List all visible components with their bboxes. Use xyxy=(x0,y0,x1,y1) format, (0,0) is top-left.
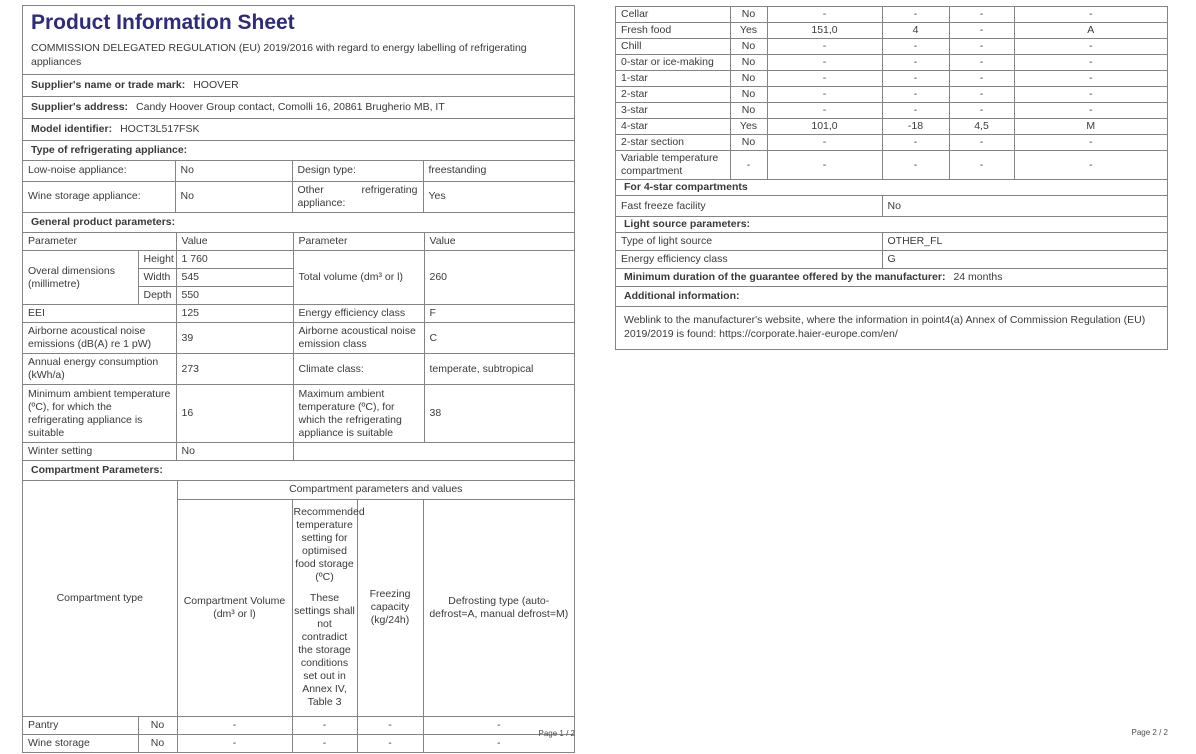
compartment-freezing-cell: 4,5 xyxy=(949,119,1014,135)
compartment-temp-cell: - xyxy=(882,7,949,23)
min-ambient-temp-label: Minimum ambient temperature (ºC), for which the refrigerating appliance is suitable xyxy=(23,385,176,443)
compartment-present-cell: No xyxy=(730,7,767,23)
compartment-defrost-cell: - xyxy=(1014,103,1167,119)
type-of-appliance-table xyxy=(23,161,574,212)
compartment-type-header: Compartment type xyxy=(23,481,177,716)
light-energy-class-value: G xyxy=(882,251,1167,269)
compartment-temp-cell: -18 xyxy=(882,119,949,135)
compartment-volume-cell: - xyxy=(767,55,882,71)
wine-storage-appliance-label: Wine storage appliance: xyxy=(23,181,175,212)
compartment-defrost-cell: - xyxy=(1014,151,1167,180)
noise-emissions-value: 39 xyxy=(176,323,293,354)
section-four-star-compartments: For 4-star compartments xyxy=(616,180,1167,196)
page-title: Product Information Sheet xyxy=(31,11,295,34)
annual-energy-value: 273 xyxy=(176,354,293,385)
compartment-temp-cell: 4 xyxy=(882,23,949,39)
width-label: Width xyxy=(138,269,176,287)
compartment-temp-cell: - xyxy=(882,39,949,55)
defrosting-type-header: Defrosting type (auto-defrost=A, manual defrost=M) xyxy=(423,499,574,716)
compartment-type-cell: 2-star xyxy=(616,87,730,103)
eei-label: EEI xyxy=(23,305,176,323)
general-parameters-table xyxy=(23,233,574,461)
compartment-freezing-cell: - xyxy=(949,7,1014,23)
compartment-type-cell: 3-star xyxy=(616,103,730,119)
compartment-type-cell: 4-star xyxy=(616,119,730,135)
compartment-temp-cell: - xyxy=(882,135,949,151)
value-header-2: Value xyxy=(424,233,574,251)
compartment-freezing-cell: - xyxy=(357,734,423,752)
compartment-volume-cell: - xyxy=(177,716,292,734)
compartment-row xyxy=(616,7,1167,23)
light-type-value: OTHER_FL xyxy=(882,233,1167,251)
supplier-name-value: HOOVER xyxy=(193,79,239,91)
compartment-freezing-cell: - xyxy=(949,151,1014,180)
compartment-present-cell: No xyxy=(730,103,767,119)
supplier-address-label: Supplier's address: xyxy=(31,101,129,113)
light-source-table xyxy=(616,233,1167,268)
low-noise-label: Low-noise appliance: xyxy=(23,161,175,181)
winter-setting-label: Winter setting xyxy=(23,443,176,461)
section-additional-information: Additional information: xyxy=(616,287,1167,307)
compartment-rows-page2 xyxy=(616,7,1167,179)
weblink-text: Weblink to the manufacturer's website, where the information in point4(a) Annex of Commission Regulation (EU) 2019/2019 is found: https://corporate.haier-europe.com/en/ xyxy=(624,314,1146,340)
compartment-type-cell: 0-star or ice-making xyxy=(616,55,730,71)
depth-value: 550 xyxy=(176,287,293,305)
compartment-temp-cell: - xyxy=(882,87,949,103)
fast-freeze-table xyxy=(616,196,1167,216)
compartment-row xyxy=(616,87,1167,103)
compartment-volume-cell: - xyxy=(767,135,882,151)
compartment-freezing-cell: - xyxy=(949,135,1014,151)
min-ambient-temp-value: 16 xyxy=(176,385,293,443)
compartment-volume-cell: - xyxy=(767,7,882,23)
model-identifier-value: HOCT3L517FSK xyxy=(120,123,200,135)
compartment-volume-cell: 101,0 xyxy=(767,119,882,135)
compartment-defrost-cell: - xyxy=(423,716,574,734)
recommended-temp-header-text: Recommended temperature setting for optimised food storage (ºC) xyxy=(293,506,365,583)
compartment-present-cell: No xyxy=(138,716,177,734)
compartment-defrost-cell: - xyxy=(423,734,574,752)
compartment-present-cell: Yes xyxy=(730,119,767,135)
width-value: 545 xyxy=(176,269,293,287)
supplier-address-row xyxy=(23,97,574,119)
regulation-subtitle: COMMISSION DELEGATED REGULATION (EU) 2019/2016 with regard to energy labelling of refrigerating appliances xyxy=(31,42,527,68)
fast-freeze-label: Fast freeze facility xyxy=(616,196,882,216)
climate-class-label: Climate class: xyxy=(293,354,424,385)
compartment-present-cell: No xyxy=(138,734,177,752)
compartment-type-cell: 1-star xyxy=(616,71,730,87)
product-sheet-page-2 xyxy=(615,6,1168,350)
guarantee-row xyxy=(616,269,1167,287)
model-identifier-label: Model identifier: xyxy=(31,123,113,135)
compartment-table-continued xyxy=(616,7,1167,179)
fast-freeze-value: No xyxy=(882,196,1167,216)
height-value: 1 760 xyxy=(176,251,293,269)
weblink-row xyxy=(616,307,1167,349)
compartment-type-cell: Variable temperature compartment xyxy=(616,151,730,180)
compartment-type-cell: Fresh food xyxy=(616,23,730,39)
compartment-volume-cell: 151,0 xyxy=(767,23,882,39)
compartment-present-cell: No xyxy=(730,87,767,103)
supplier-name-row xyxy=(23,75,574,97)
wine-storage-appliance-value: No xyxy=(175,181,292,212)
compartment-volume-cell: - xyxy=(767,39,882,55)
compartment-defrost-cell: - xyxy=(1014,55,1167,71)
fast-freeze-table-wrap xyxy=(616,196,1167,217)
compartment-present-cell: - xyxy=(730,151,767,180)
other-appliance-value: Yes xyxy=(423,181,574,212)
compartment-present-cell: No xyxy=(730,55,767,71)
compartment-volume-cell: - xyxy=(767,87,882,103)
recommended-temp-header-note: These settings shall not contradict the storage conditions set out in Annex IV, Table 3 xyxy=(294,592,355,708)
recommended-temp-header xyxy=(292,499,365,716)
max-ambient-temp-label: Maximum ambient temperature (ºC), for which the refrigerating appliance is suitable xyxy=(293,385,424,443)
compartment-defrost-cell: - xyxy=(1014,135,1167,151)
value-header-1: Value xyxy=(176,233,293,251)
noise-emissions-label: Airborne acoustical noise emissions (dB(A) re 1 pW) xyxy=(23,323,176,354)
height-label: Height xyxy=(138,251,176,269)
compartment-defrost-cell: - xyxy=(1014,7,1167,23)
design-type-value: freestanding xyxy=(423,161,574,181)
compartment-temp-cell: - xyxy=(882,151,949,180)
compartment-present-cell: No xyxy=(730,71,767,87)
annual-energy-label: Annual energy consumption (kWh/a) xyxy=(23,354,176,385)
compartment-volume-cell: - xyxy=(767,103,882,119)
design-type-label: Design type: xyxy=(292,161,423,181)
section-general-parameters: General product parameters: xyxy=(23,213,574,233)
compartment-present-cell: Yes xyxy=(730,23,767,39)
total-volume-value: 260 xyxy=(424,251,574,305)
compartment-table xyxy=(23,481,574,752)
noise-class-label: Airborne acoustical noise emission class xyxy=(293,323,424,354)
compartment-defrost-cell: M xyxy=(1014,119,1167,135)
compartment-temp-cell: - xyxy=(882,55,949,71)
compartment-type-cell: Pantry xyxy=(23,716,138,734)
compartment-present-cell: No xyxy=(730,135,767,151)
guarantee-value: 24 months xyxy=(953,271,1003,283)
overall-dimensions-label: Overal dimensions (millimetre) xyxy=(23,251,138,305)
compartment-freezing-cell: - xyxy=(357,716,423,734)
page-2-footer: Page 2 / 2 xyxy=(1131,728,1168,737)
total-volume-label: Total volume (dm³ or l) xyxy=(293,251,424,305)
compartment-present-cell: No xyxy=(730,39,767,55)
compartment-temp-cell: - xyxy=(292,734,357,752)
compartment-volume-cell: - xyxy=(767,71,882,87)
supplier-name-label: Supplier's name or trade mark: xyxy=(31,79,186,91)
page-1-footer: Page 1 / 2 xyxy=(538,729,575,738)
compartment-row xyxy=(616,39,1167,55)
compartment-freezing-cell: - xyxy=(949,23,1014,39)
compartment-freezing-cell: - xyxy=(949,39,1014,55)
compartment-row xyxy=(616,151,1167,180)
climate-class-value: temperate, subtropical xyxy=(424,354,574,385)
compartment-temp-cell: - xyxy=(882,103,949,119)
eei-value: 125 xyxy=(176,305,293,323)
compartment-row xyxy=(616,23,1167,39)
compartment-row xyxy=(616,55,1167,71)
compartment-freezing-cell: - xyxy=(949,103,1014,119)
energy-class-value: F xyxy=(424,305,574,323)
compartment-temp-cell: - xyxy=(292,716,357,734)
compartment-volume-cell: - xyxy=(177,734,292,752)
compartment-row xyxy=(616,135,1167,151)
param-header-2: Parameter xyxy=(293,233,424,251)
other-appliance-label: Other refrigerating appliance: xyxy=(292,181,423,212)
compartment-defrost-cell: - xyxy=(1014,71,1167,87)
compartment-defrost-cell: A xyxy=(1014,23,1167,39)
compartment-table-wrap xyxy=(23,481,574,752)
light-type-label: Type of light source xyxy=(616,233,882,251)
compartment-type-cell: Chill xyxy=(616,39,730,55)
model-identifier-row xyxy=(23,119,574,141)
compartment-freezing-cell: - xyxy=(949,87,1014,103)
max-ambient-temp-value: 38 xyxy=(424,385,574,443)
product-sheet-page-1 xyxy=(22,5,575,753)
guarantee-label: Minimum duration of the guarantee offered by the manufacturer: xyxy=(624,271,946,283)
param-header-1: Parameter xyxy=(23,233,176,251)
compartment-table-continued-wrap xyxy=(616,7,1167,180)
compartment-freezing-cell: - xyxy=(949,55,1014,71)
compartment-temp-cell: - xyxy=(882,71,949,87)
general-parameters-table-wrap xyxy=(23,233,574,462)
section-type-of-appliance: Type of refrigerating appliance: xyxy=(23,141,574,161)
compartment-group-header: Compartment parameters and values xyxy=(177,481,574,499)
energy-class-label: Energy efficiency class xyxy=(293,305,424,323)
compartment-type-cell: Cellar xyxy=(616,7,730,23)
compartment-type-cell: Wine storage xyxy=(23,734,138,752)
low-noise-value: No xyxy=(175,161,292,181)
compartment-row xyxy=(616,71,1167,87)
depth-label: Depth xyxy=(138,287,176,305)
type-of-appliance-table-wrap xyxy=(23,161,574,213)
compartment-volume-cell: - xyxy=(767,151,882,180)
section-compartment-parameters: Compartment Parameters: xyxy=(23,461,574,481)
winter-setting-value: No xyxy=(176,443,293,461)
compartment-row xyxy=(616,119,1167,135)
compartment-volume-header: Compartment Volume (dm³ or l) xyxy=(177,499,292,716)
compartment-defrost-cell: - xyxy=(1014,39,1167,55)
supplier-address-value: Candy Hoover Group contact, Comolli 16, 20861 Brugherio MB, IT xyxy=(136,101,445,113)
section-light-source: Light source parameters: xyxy=(616,217,1167,233)
freezing-capacity-header: Freezing capacity (kg/24h) xyxy=(357,499,423,716)
light-source-table-wrap xyxy=(616,233,1167,269)
winter-setting-empty-cell xyxy=(293,443,574,461)
compartment-defrost-cell: - xyxy=(1014,87,1167,103)
title-block xyxy=(23,6,574,75)
noise-class-value: C xyxy=(424,323,574,354)
light-energy-class-label: Energy efficiency class xyxy=(616,251,882,269)
compartment-row xyxy=(616,103,1167,119)
compartment-freezing-cell: - xyxy=(949,71,1014,87)
compartment-type-cell: 2-star section xyxy=(616,135,730,151)
